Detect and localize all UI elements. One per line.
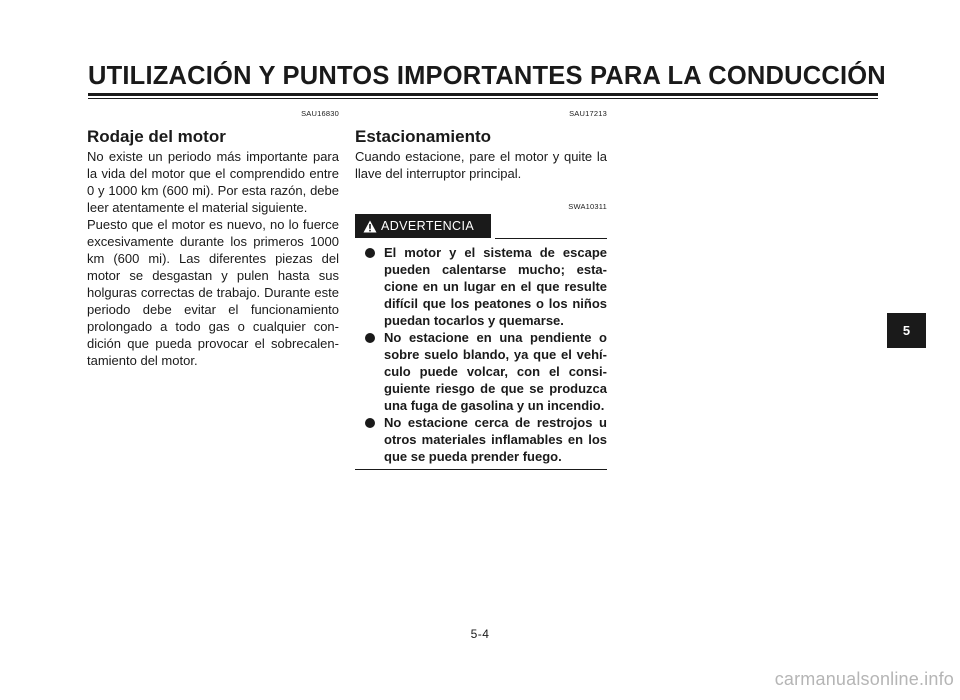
list-item (355, 244, 607, 329)
warning-list (355, 244, 607, 465)
list-item (355, 414, 607, 465)
list-item-text: No estacione cerca de restrojos u otros materiales inflamables en los que se pueda prender fuego. (384, 415, 607, 464)
header-rule (88, 93, 878, 96)
header-rule-thin (88, 98, 878, 99)
warning-header (355, 214, 607, 240)
page-title: UTILIZACIÓN Y PUNTOS IMPORTANTES PARA LA CONDUCCIÓN (88, 62, 886, 90)
right-column (355, 109, 607, 470)
section-title-break-in: Rodaje del motor (87, 127, 226, 146)
list-item (355, 329, 607, 414)
page-header (88, 60, 886, 92)
page-number: 5-4 (470, 627, 490, 641)
bullet-icon (365, 418, 375, 428)
warning-label: ADVERTENCIA (381, 219, 475, 233)
list-item-text: El motor y el sistema de escape pueden calentarse mucho; estacione en un lugar en el que resulte difícil que los peatones o los niños puedan tocarlos y quemarse. (384, 245, 607, 328)
section-title-parking: Estacionamiento (355, 127, 492, 146)
paragraph: Cuando estacione, pare el motor y quite la llave del interruptor principal. (355, 149, 607, 181)
paragraph: Puesto que el motor es nuevo, no lo fuerce excesivamente durante los primeros 1000 km (600 mi). Las diferentes piezas del motor se desgastan y pulen hasta sus holguras correctas de trabajo. Durante este periodo debe evitar el funcionamiento prolongado a todo gas o cualquier condición que pueda provocar el sobrecalentamiento del motor. (87, 217, 339, 368)
section-code: SAU16830 (301, 109, 339, 118)
bullet-icon (365, 333, 375, 343)
paragraph: No existe un periodo más importante para la vida del motor que el comprendido entre 0 y 1000 km (600 mi). Por esta razón, debe leer atentamente el material siguiente. (87, 149, 339, 215)
warning-badge (355, 214, 491, 238)
warning-code: SWA10311 (568, 202, 607, 211)
warning-header-rule (495, 238, 607, 239)
warning-triangle-icon (359, 220, 381, 233)
bullet-icon (365, 248, 375, 258)
chapter-tab: 5 (887, 313, 926, 348)
section-code: SAU17213 (569, 109, 607, 118)
warning-end-rule (355, 469, 607, 470)
left-column (87, 109, 339, 369)
list-item-text: No estacione en una pendiente o sobre suelo blando, ya que el vehículo puede volcar, con el consiguiente riesgo de que se produzca una fuga de gasolina y un incendio. (384, 330, 607, 413)
watermark: carmanualsonline.info (774, 669, 954, 689)
